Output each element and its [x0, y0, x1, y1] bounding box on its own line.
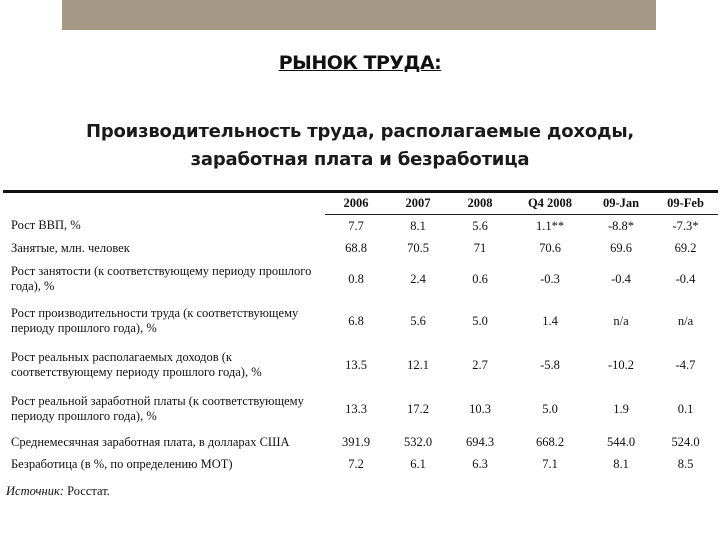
table-row: [3, 453, 718, 475]
table-cell: 71: [473, 240, 487, 255]
table-cell: -10.2: [607, 357, 635, 372]
table-cell: 2.7: [472, 357, 488, 372]
table-cell: 8.1: [410, 218, 426, 233]
table-cell: 70.6: [539, 240, 561, 255]
table-cell: 0.6: [472, 271, 488, 286]
table-cell: 1.9: [613, 401, 629, 416]
table-cell: 6.3: [472, 456, 488, 471]
column-header: 09-Jan: [589, 193, 653, 215]
bottom-band: [0, 508, 720, 540]
table-cell: -0.4: [611, 271, 631, 286]
table-cell: n/a: [677, 313, 694, 328]
table-cell: 1.4: [542, 313, 558, 328]
table-cell: 68.8: [345, 240, 367, 255]
slide-title: РЫНОК ТРУДА:: [278, 52, 442, 74]
table-cell: 69.2: [674, 240, 697, 255]
table-cell: 6.8: [348, 313, 364, 328]
slide-subtitle: [40, 118, 680, 174]
table-cell: 7.2: [348, 456, 364, 471]
row-label: Рост ВВП, %: [11, 218, 81, 233]
table-cell: 544.0: [606, 434, 636, 449]
source-label: Источник:: [6, 484, 64, 498]
row-label: Среднемесячная заработная плата, в долларах США: [11, 434, 290, 449]
table-cell: 2.4: [410, 271, 426, 286]
table-header-row: [3, 193, 718, 215]
table-cell: 13.3: [345, 401, 367, 416]
column-header: 09-Feb: [653, 193, 718, 215]
table-row: [3, 387, 718, 431]
column-header: 2006: [325, 193, 387, 215]
table-row: [3, 237, 718, 259]
row-label: Рост реальных располагаемых доходов (к соответствующему периоду прошлого года), %: [11, 350, 262, 379]
subtitle-line-1: Производительность труда, располагаемые доходы,: [85, 121, 635, 142]
row-label: Рост реальной заработной платы (к соответствующему периоду прошлого года), %: [11, 394, 304, 423]
table-cell: 5.0: [542, 401, 558, 416]
table-cell: 524.0: [671, 434, 700, 449]
source-value: Росстат.: [67, 484, 110, 498]
table-cell: -5.8: [540, 357, 560, 372]
subtitle-line-2: заработная плата и безработица: [190, 149, 530, 170]
table-cell: -8.8*: [607, 218, 635, 233]
table-cell: 7.1: [542, 456, 558, 471]
table-row: [3, 431, 718, 453]
table-cell: 694.3: [465, 434, 495, 449]
row-label: Занятые, млн. человек: [11, 240, 130, 255]
table-cell: 0.1: [677, 401, 694, 416]
table-cell: 8.5: [677, 456, 694, 471]
table-row: [3, 215, 718, 238]
column-header: 2007: [387, 193, 449, 215]
table-cell: 391.9: [341, 434, 371, 449]
top-decorative-bar: [62, 0, 656, 30]
table-cell: 6.1: [410, 456, 426, 471]
header-corner: [3, 193, 325, 215]
table-cell: 10.3: [469, 401, 491, 416]
column-header: 2008: [449, 193, 511, 215]
table-cell: 5.6: [472, 218, 488, 233]
table-cell: 5.6: [410, 313, 426, 328]
row-label: Рост производительности труда (к соответствующему периоду прошлого года), %: [11, 306, 299, 335]
table-cell: 532.0: [403, 434, 433, 449]
row-label: Рост занятости (к соответствующему периоду прошлого года), %: [11, 264, 312, 293]
table-cell: 0.8: [348, 271, 364, 286]
source-note: [6, 484, 110, 499]
table-cell: 13.5: [345, 357, 367, 372]
table-cell: n/a: [613, 313, 629, 328]
table-cell: 17.2: [407, 401, 429, 416]
table-cell: 1.1**: [535, 218, 565, 233]
table-cell: -0.3: [540, 271, 560, 286]
table-row: [3, 259, 718, 299]
table-row: [3, 343, 718, 387]
table-cell: 7.7: [348, 218, 364, 233]
table-cell: 12.1: [407, 357, 429, 372]
table-cell: 668.2: [535, 434, 565, 449]
column-header: Q4 2008: [511, 193, 589, 215]
table-cell: 5.0: [472, 313, 488, 328]
table-cell: -0.4: [675, 271, 696, 286]
table-cell: 70.5: [407, 240, 429, 255]
labor-market-table: [3, 190, 718, 511]
table-cell: -7.3*: [672, 218, 699, 233]
table-cell: 8.1: [613, 456, 629, 471]
table-cell: -4.7: [675, 357, 696, 372]
row-label: Безработица (в %, по определению МОТ): [11, 456, 233, 471]
table-row: [3, 299, 718, 343]
table-cell: 69.6: [610, 240, 632, 255]
